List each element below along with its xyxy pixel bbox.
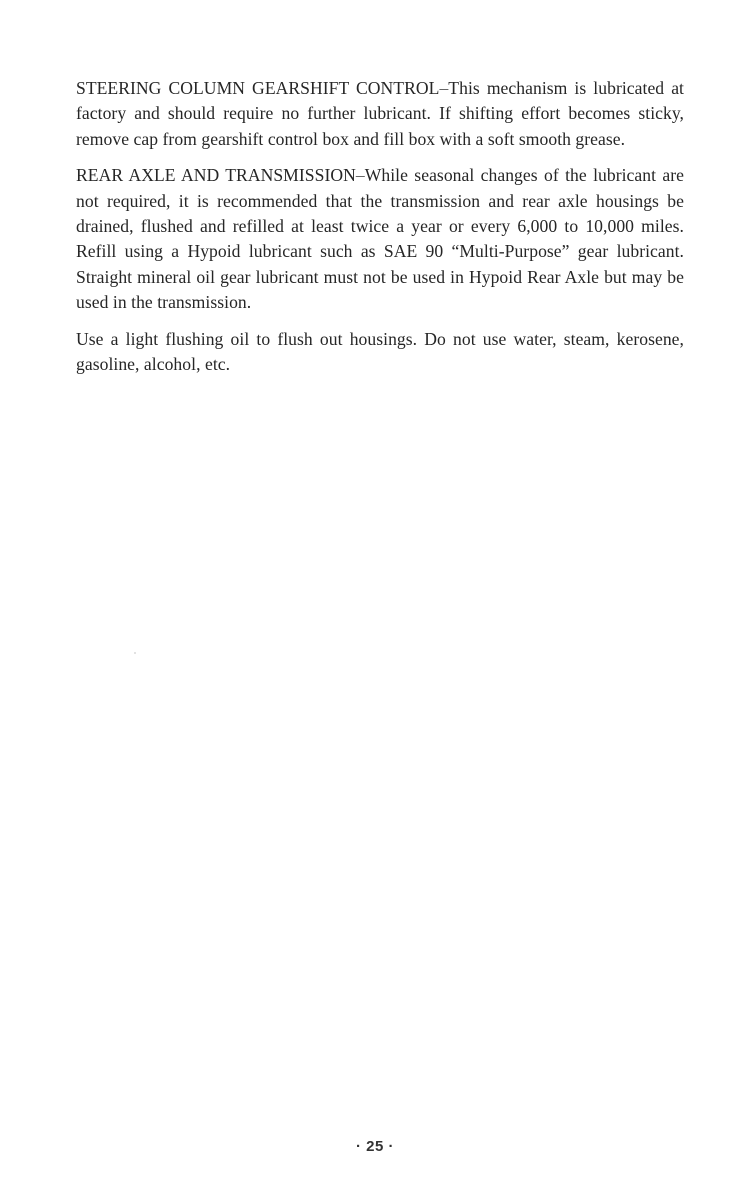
- paragraph-rear-axle: [76, 163, 684, 315]
- section-body-flushing: Use a light flushing oil to flush out housings. Do not use water, steam, kerosene, gasoline, alcohol, etc.: [76, 328, 684, 375]
- paragraph-flushing: [76, 327, 684, 378]
- section-heading-rear-axle: REAR AXLE AND TRANSMISSION: [76, 165, 356, 186]
- paper-speck: [134, 652, 136, 654]
- text-block: [76, 76, 684, 388]
- heading-separator: –: [439, 78, 449, 98]
- section-heading-steering-column: STEERING COLUMN GEARSHIFT CONTROL: [76, 78, 440, 98]
- section-body-rear-axle: While seasonal changes of the lubricant are not required, it is recommended that the transmission and rear axle housings be drained, flushed and refilled at least twice a year or every 6,000 to 10,000 miles. Refill using a Hypoid lubricant such as SAE 90 “Multi-Purpose” gear lubricant. Straight mineral oil gear lubricant must not be used in Hypoid Rear Axle but may be used in the transmission.: [76, 165, 685, 313]
- paragraph-steering-column: [76, 76, 684, 152]
- page-number: · 25 ·: [355, 1138, 394, 1155]
- heading-separator: –: [355, 165, 365, 186]
- section-body-steering-column: This mechanism is lubricated at factory and should require no further lubricant. If shifting effort becomes sticky, remove cap from gearshift control box and fill box with a soft smooth grease.: [76, 78, 684, 149]
